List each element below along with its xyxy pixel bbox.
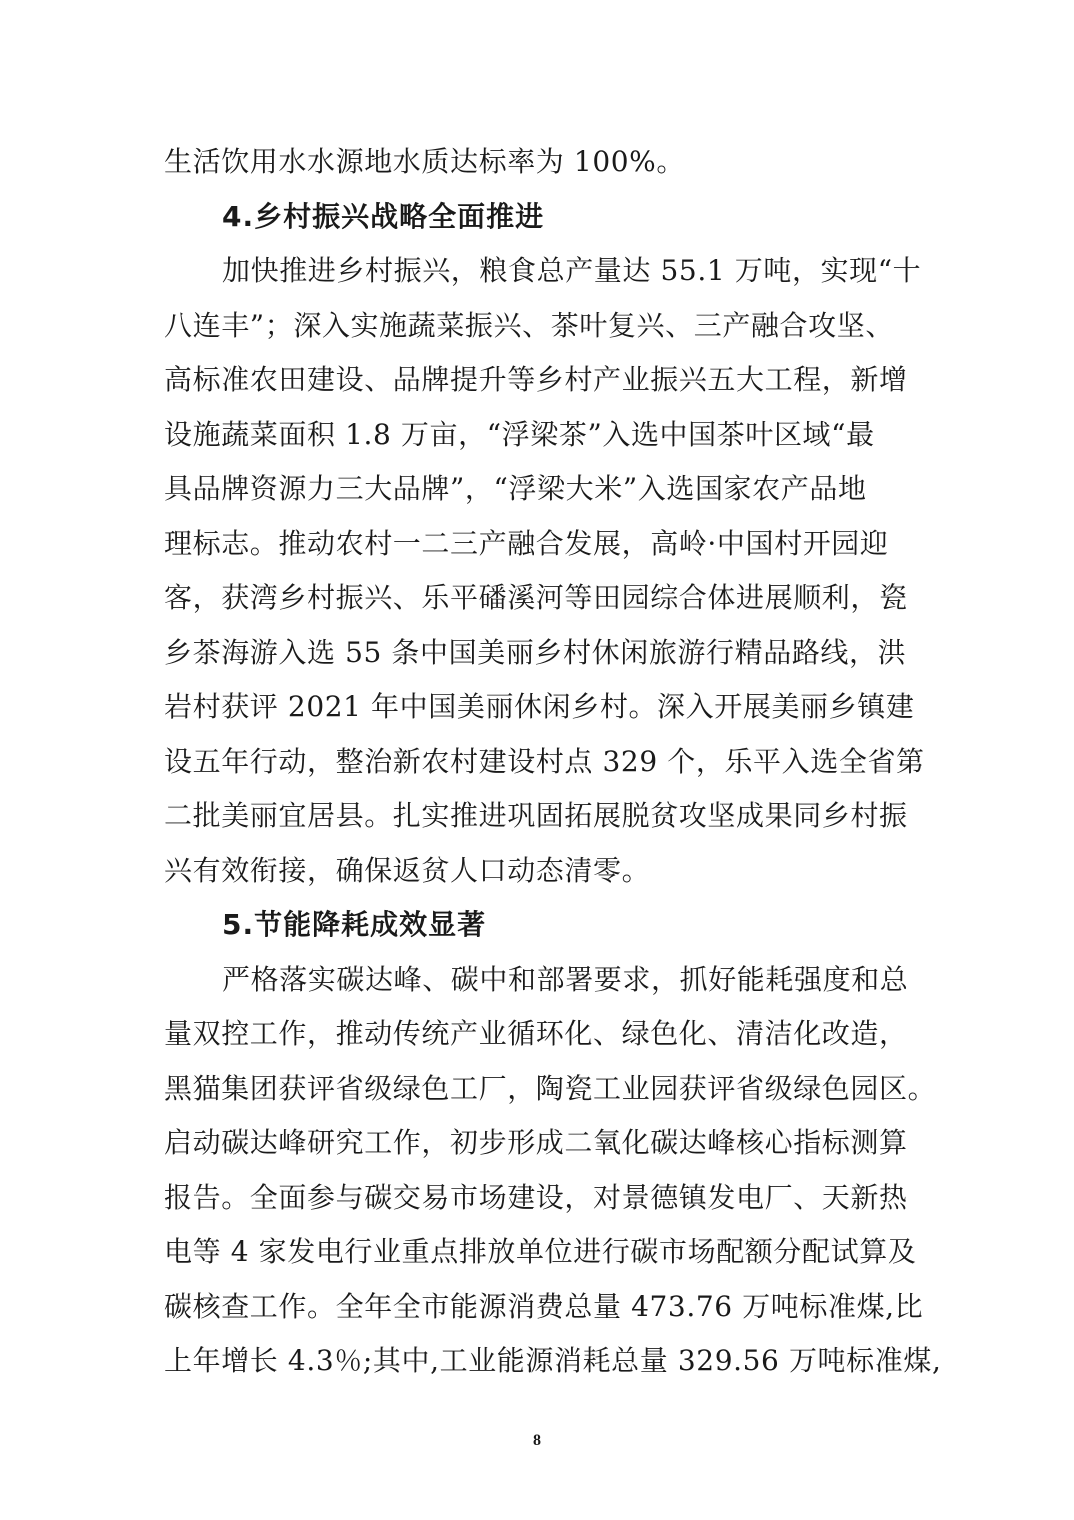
page-number: 8 [533,1432,541,1449]
body-line: 启动碳达峰研究工作，初步形成二氧化碳达峰核心指标测算 [164,1126,908,1159]
body-line: 加快推进乡村振兴，粮食总产量达 55.1 万吨，实现“十 [222,254,922,287]
body-line: 报告。全面参与碳交易市场建设，对景德镇发电厂、天新热 [164,1180,908,1214]
body-line: 严格落实碳达峰、碳中和部署要求，抓好能耗强度和总 [222,962,909,996]
body-line: 生活饮用水水源地水质达标率为 100%。 [164,145,685,178]
document-body [164,135,942,1389]
body-line: 理标志。推动农村一二三产融合发展，高岭·中国村开园迎 [164,526,889,560]
body-line: 八连丰”；深入实施蔬菜振兴、茶叶复兴、三产融合攻坚、 [164,308,894,342]
body-line: 岩村获评 2021 年中国美丽休闲乡村。深入开展美丽乡镇建 [164,690,915,723]
body-line: 设五年行动，整治新农村建设村点 329 个，乐平入选全省第 [164,744,925,778]
section-heading: 4.乡村振兴战略全面推进 [222,199,545,233]
body-line: 量双控工作，推动传统产业循环化、绿色化、清洁化改造， [164,1017,908,1050]
body-line: 具品牌资源力三大品牌”，“浮梁大米”入选国家农产品地 [164,472,867,505]
body-line: 二批美丽宜居县。扎实推进巩固拓展脱贫攻坚成果同乡村振 [164,799,908,832]
body-line: 设施蔬菜面积 1.8 万亩，“浮梁茶”入选中国茶叶区域“最 [164,417,875,451]
body-line: 兴有效衔接，确保返贫人口动态清零。 [164,853,651,887]
body-line: 上年增长 4.3％;其中,工业能源消耗总量 329.56 万吨标准煤, [164,1344,942,1377]
body-line: 乡茶海游入选 55 条中国美丽乡村休闲旅游行精品路线，洪 [164,635,907,669]
body-line: 高标准农田建设、品牌提升等乡村产业振兴五大工程，新增 [164,363,908,396]
body-line: 碳核查工作。全年全市能源消费总量 473.76 万吨标准煤,比 [164,1289,924,1323]
section-heading: 5.节能降耗成效显著 [222,908,487,941]
body-line: 客，获湾乡村振兴、乐平磻溪河等田园综合体进展顺利，瓷 [164,581,908,614]
body-line: 黑猫集团获评省级绿色工厂，陶瓷工业园获评省级绿色园区。 [164,1071,937,1105]
body-line: 电等 4 家发电行业重点排放单位进行碳市场配额分配试算及 [164,1235,917,1268]
